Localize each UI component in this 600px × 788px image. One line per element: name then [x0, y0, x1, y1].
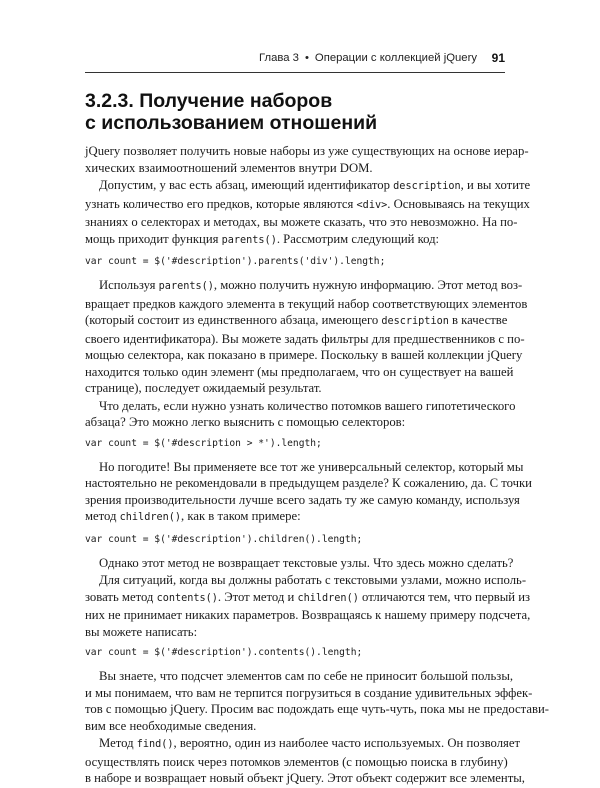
- paragraph-children-question: [85, 398, 516, 431]
- inline-code: find(): [136, 739, 174, 750]
- paragraph-line: Однако этот метод не возвращает текстовые узлы. Что здесь можно сделать?: [99, 555, 514, 570]
- paragraph-line: знаниях о селекторах и методах, вы можете сказать, что это невозможно. На по-: [85, 215, 518, 229]
- paragraph-line: осуществлять поиск через потомков элементов (с помощью поиска в глубину): [85, 754, 508, 769]
- inline-code: parents(): [221, 234, 277, 246]
- inline-code: <div>: [356, 199, 388, 211]
- inline-code: children(): [297, 592, 359, 604]
- inline-code: contents(): [156, 592, 218, 604]
- paragraph-line: и мы понимаем, что вам не терпится погрузиться в создание удивительных эффек-: [85, 685, 533, 700]
- paragraph-line: (который состоит из единственного абзаца, имеющего description в качестве: [85, 313, 508, 327]
- header-bullet: •: [304, 52, 309, 64]
- paragraph-line: вы можете написать:: [85, 624, 198, 639]
- paragraph-line: тов с помощью jQuery. Просим вас подождать еще чуть-чуть, пока мы не предостави-: [85, 702, 550, 716]
- paragraph-text-nodes: [85, 555, 514, 572]
- paragraph-line: хических взаимоотношений элементов внутри DOM.: [85, 160, 373, 175]
- paragraph-line: в наборе и возвращает новый объект jQuery. Этот объект содержит все элементы,: [85, 771, 525, 785]
- paragraph-line: зовать метод contents(). Этот метод и children() отличаются тем, что первый из: [85, 589, 531, 604]
- paragraph-line: мощью селектора, как показано в примере. Поскольку в вашей коллекции jQuery: [85, 348, 523, 362]
- paragraph-line: них не принимает никаких параметров. Возвращаясь к нашему примеру подсчета,: [85, 608, 531, 622]
- paragraph-line: вращает предков каждого элемента в текущий набор соответствующих элементов: [85, 296, 528, 311]
- paragraph-line: находится только один элемент (мы предполагаем, что он существует на вашей: [85, 364, 514, 379]
- paragraph-line: метод children(), как в таком примере:: [85, 509, 301, 523]
- paragraph-line: Но погодите! Вы применяете все тот же универсальный селектор, который мы: [99, 459, 524, 474]
- paragraph-line: Метод find(), вероятно, один из наиболее часто используемых. Он позволяет: [99, 736, 521, 750]
- section-heading: [85, 90, 505, 134]
- inline-code: parents(): [158, 281, 214, 292]
- paragraph-counting: [85, 668, 550, 734]
- paragraph-line: вим все необходимые сведения.: [85, 718, 257, 733]
- paragraph-line: Для ситуаций, когда вы должны работать с текстовыми узлами, можно исполь-: [99, 573, 527, 587]
- paragraph-line: Что делать, если нужно узнать количество потомков вашего гипотетического: [99, 398, 516, 413]
- paragraph-contents: [85, 572, 531, 640]
- inline-code: children(): [119, 512, 181, 523]
- paragraph-line: Вы знаете, что подсчет элементов сам по себе не приносит большой пользы,: [99, 669, 514, 683]
- paragraph-line: Допустим, у вас есть абзац, имеющий идентификатор description, и вы хотите: [99, 178, 531, 192]
- section-heading-line-2: с использованием отношений: [85, 112, 378, 134]
- paragraph-find: [85, 735, 525, 787]
- paragraph-line: зрения производительности лучше всего задать ту же самую команду, используя: [85, 492, 520, 507]
- code-block-parents: var count = $('#description').parents('div').length;: [85, 256, 386, 267]
- header-rule: [85, 72, 505, 73]
- paragraph-line: своего идентификатора). Вы можете задать фильтры для предшественников с по-: [85, 331, 525, 346]
- inline-code: description: [393, 181, 461, 192]
- paragraph-parents-explain: [85, 277, 528, 397]
- paragraph-line: jQuery позволяет получить новые наборы из уже существующих на основе иерар-: [85, 144, 529, 158]
- page-number: 91: [491, 51, 505, 65]
- paragraph-line: абзаца? Это можно легко выяснить с помощью селекторов:: [85, 415, 406, 429]
- code-block-children: var count = $('#description').children().length;: [85, 533, 363, 545]
- page-content: [85, 90, 550, 788]
- chapter-label: Глава 3: [259, 52, 299, 64]
- paragraph-line: Используя parents(), можно получить нужную информацию. Этот метод воз-: [99, 278, 523, 292]
- inline-code: description: [381, 316, 449, 327]
- paragraph-intro: [85, 143, 529, 176]
- running-header: [85, 50, 505, 68]
- paragraph-universal-selector: [85, 459, 532, 527]
- paragraph-line: странице), последует ожидаемый результат.: [85, 381, 322, 395]
- section-label: Операции с коллекцией jQuery: [314, 52, 477, 64]
- paragraph-line: настоятельно не рекомендовали в предыдущем разделе? К сожалению, да. С точки: [85, 476, 532, 490]
- running-header-text: [259, 50, 477, 66]
- code-block-contents: var count = $('#description').contents().length;: [85, 647, 363, 658]
- paragraph-line: мощь приходит функция parents(). Рассмотрим следующий код:: [85, 231, 440, 246]
- section-heading-line-1: 3.2.3. Получение наборов: [85, 90, 333, 112]
- paragraph-parents-intro: [85, 177, 531, 249]
- paragraph-line: узнать количество его предков, которые являются <div>. Основываясь на текущих: [85, 196, 530, 211]
- code-block-selector: var count = $('#description > *').length;: [85, 437, 322, 449]
